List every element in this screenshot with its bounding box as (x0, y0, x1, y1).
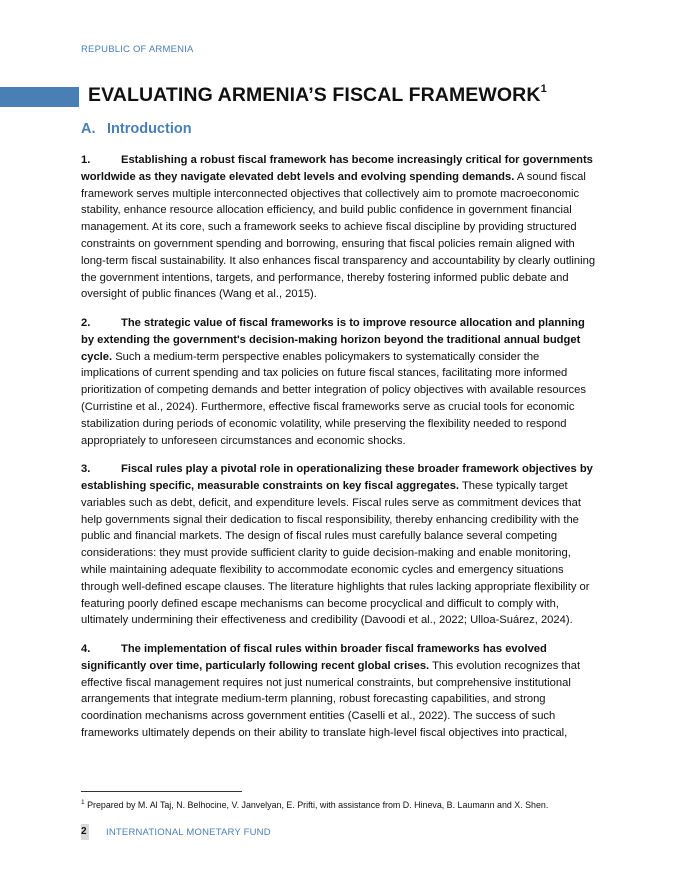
page-title-text: EVALUATING ARMENIA’S FISCAL FRAMEWORK (88, 84, 541, 106)
footnote-text: Prepared by M. Al Taj, N. Belhocine, V. Janvelyan, E. Prifti, with assistance from D. Hineva, B. Laumann and X. Shen. (87, 799, 549, 810)
paragraph-body: Such a medium-term perspective enables policymakers to systematically consider the implications of current spending and tax policies on future fiscal stances, facilitating more informed prioritization of competing demands and better integration of policy objectives with available resources (Curristine et al., 2024). Furthermore, effective fiscal frameworks serve as crucial tools for economic stabilization during periods of economic volatility, while preserving the flexibility needed to respond appropriately to unforeseen circumstances and economic shocks. (81, 350, 586, 447)
paragraph-number: 4. (81, 642, 91, 655)
page-number: 2 (81, 826, 87, 837)
paragraph-lead: The implementation of fiscal rules within broader fiscal frameworks has evolved significantly over time, particularly following recent global crises. (81, 642, 547, 672)
paragraph-1 (81, 152, 599, 303)
body-text (81, 152, 599, 753)
paragraph-4 (81, 641, 599, 742)
section-title: Introduction (107, 121, 192, 137)
paragraph-number: 3. (81, 463, 91, 476)
paragraph-number: 1. (81, 154, 91, 166)
title-accent-bar (0, 87, 79, 107)
footnote (81, 797, 621, 811)
paragraph-body: These typically target variables such as debt, deficit, and expenditure levels. Fiscal rules serve as commitment devices that help governments signal their dedication to fiscal responsibility, thereby enhancing credibility with the public and financial markets. The design of fiscal rules must carefully balance several competing considerations: they must provide sufficient clarity to guide decision-making and enable monitoring, while maintaining adequate flexibility to accommodate economic cycles and emergency situations through well-defined escape clauses. The literature highlights that rules lacking appropriate flexibility or featuring poorly defined escape mechanisms can become procyclical and difficult to comply with, ultimately undermining their effectiveness and credibility (Davoodi et al., 2022; Ulloa-Suárez, 2024). (81, 479, 590, 627)
section-heading (81, 121, 192, 137)
running-footer: INTERNATIONAL MONETARY FUND (106, 827, 271, 838)
paragraph-body: This evolution recognizes that effective fiscal management requires not just numerical constraints, but comprehensive institutional arrangements that integrate medium-term planning, robust forecasting capabilities, and strong coordination mechanisms across government entities (Caselli et al., 2022). The success of such frameworks ultimately depends on their ability to translate high-level fiscal objectives into practical, (81, 659, 581, 739)
footnote-divider (81, 791, 242, 792)
paragraph-lead: Establishing a robust fiscal framework has become increasingly critical for governments worldwide as they navigate elevated debt levels and evolving spending demands. (81, 154, 593, 183)
running-header: REPUBLIC OF ARMENIA (81, 44, 194, 55)
section-letter: A. (81, 121, 96, 137)
paragraph-body: A sound fiscal framework serves multiple interconnected objectives that collectively aim to promote macroeconomic stability, enhance resource allocation efficiency, and build public confidence in government financial management. At its core, such a framework seeks to achieve fiscal discipline by providing structured constraints on government spending and borrowing, ensuring that fiscal policies remain aligned with long-term fiscal sustainability. It also enhances fiscal transparency and accountability by clearly outlining the government intentions, targets, and performance, thereby fostering informed public debate and oversight of public finances (Wang et al., 2015). (81, 170, 596, 301)
title-footnote-ref[interactable]: 1 (540, 82, 547, 95)
paragraph-2 (81, 315, 599, 449)
paragraph-3 (81, 461, 599, 629)
footnote-marker: 1 (81, 799, 85, 806)
page-title (88, 84, 547, 107)
paragraph-number: 2. (81, 316, 91, 329)
paragraph-lead: The strategic value of fiscal frameworks is to improve resource allocation and planning by extending the government's decision-making horizon beyond the traditional annual budget cycle. (81, 316, 585, 363)
paragraph-lead: Fiscal rules play a pivotal role in operationalizing these broader framework objectives by establishing specific, measurable constraints on key fiscal aggregates. (81, 463, 593, 492)
